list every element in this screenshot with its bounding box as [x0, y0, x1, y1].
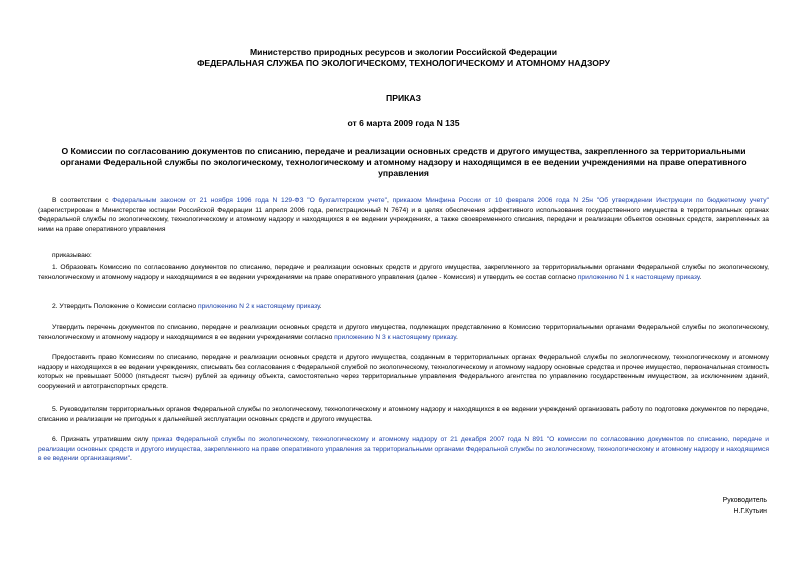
item-5: 5. Руководителям территориальных органов Федеральной службы по экологическому, технологическому и атомному надзору и находящихся в ее ведении учреждений организовать работу по подготовке документов по передаче, списанию и реализации не пригодных к дальнейшей эксплуатации основных средств и другого имущества.	[38, 406, 769, 423]
appendix-3-link[interactable]: приложению N 3 к настоящему приказу	[334, 333, 456, 341]
document-date-number: от 6 марта 2009 года N 135	[347, 118, 460, 128]
item-6: 6. Признать утратившим силу приказ Федеральной службы по экологическому, технологическому и атомному надзору от 21 декабря 2007 года N 891 "О комиссии по согласованию документов по списанию, передаче и реализации основных средств и другого имущества, закрепленного на праве оперативного управления за территориальными органами Федеральной службы по экологическому, технологическому и атомному надзору и находящимся в ее ведении организациями".	[38, 436, 769, 463]
item-2: 2. Утвердить Положение о Комиссии согласно приложению N 2 к настоящему приказу.	[52, 303, 322, 310]
item-4: Предоставить право Комиссиям по списанию, передаче и реализации основных средств и другого имущества, созданным в территориальных органах Федеральной службы по экологическому, технологическому и атомному надзору и находящихся в ее ведении учреждениях, списывать без согласования с Федеральной службой по экологическому, технологическому и атомному надзору основные средства и прочее имущество, первоначальная стоимость которых не превышает 50000 (пятьдесят тысяч) рублей за единицу объекта, самостоятельно через территориальные управления Федерального агентства по управлению государственным имуществом, за исключением зданий, сооружений и автотранспортных средств.	[38, 354, 769, 391]
document-type: ПРИКАЗ	[386, 93, 421, 103]
appendix-2-link[interactable]: приложению N 2 к настоящему приказу	[197, 303, 320, 310]
federal-law-link[interactable]: Федеральным законом от 21 ноября 1996 года N 129-ФЗ "О бухгалтерском учете"	[112, 197, 388, 204]
ministry-name: Министерство природных ресурсов и экологии Российской Федерации	[250, 47, 557, 57]
signature-position: Руководитель	[722, 497, 767, 504]
order-word: приказываю:	[52, 252, 92, 259]
repealed-order-link[interactable]: приказ Федеральной службы по экологическому, технологическому и атомному надзору от 21 декабря 2007 года N 891 "О комиссии по согласованию документов по списанию, передаче и реализации основных средств и другого имущества, закрепленного на праве оперативного управления за территориальными органами Федеральной службы по экологическому, технологическому и атомному надзору и находящимся в ее ведении организациями"	[38, 436, 769, 463]
document-title: О Комиссии по согласованию документов по списанию, передаче и реализации основных средств и другого имущества, закрепленного за территориальными органами Федеральной службы по экологическому, технологическому и атомному надзору и находящимся в ее ведении учреждениями на праве оперативного управления	[60, 146, 747, 178]
minfin-order-link[interactable]: приказом Минфина России от 10 февраля 2006 года N 25н "Об утверждении Инструкции по бюджетному учету"	[392, 197, 769, 204]
signature-name: Н.Г.Кутьин	[733, 508, 767, 515]
appendix-1-link[interactable]: приложению N 1 к настоящему приказу	[577, 273, 700, 281]
preamble-paragraph: В соответствии с Федеральным законом от 21 ноября 1996 года N 129-ФЗ "О бухгалтерском учете", приказом Минфина России от 10 февраля 2006 года N 25н "Об утверждении Инструкции по бюджетному учету" (зарегистрирован в Министерстве юстиции Российской Федерации 11 апреля 2006 года, регистрационный N 7674) и в целях обеспечения эффективного использования государственного имущества в территориальных органах Федеральной службы по экологическому, технологическому и атомному надзору и находящихся в ее ведении учреждениях, а также своевременного списания, передачи и реализации объектов основных средств, закрепленных за ними на праве оперативного управления	[38, 197, 769, 234]
item-1: 1. Образовать Комиссию по согласованию документов по списанию, передаче и реализации основных средств и другого имущества, закрепленного за территориальными органами Федеральной службы по экологическому, технологическому и атомному надзору и находящимися в ее ведении учреждениями на праве оперативного управления (далее - Комиссия) и утвердить ее состав согласно приложению N 1 к настоящему приказу.	[38, 264, 769, 281]
service-name: ФЕДЕРАЛЬНАЯ СЛУЖБА ПО ЭКОЛОГИЧЕСКОМУ, ТЕХНОЛОГИЧЕСКОМУ И АТОМНОМУ НАДЗОРУ	[197, 58, 610, 68]
item-3: Утвердить перечень документов по списанию, передаче и реализации основных средств и другого имущества, подлежащих представлению в Комиссию территориальными органами Федеральной службы по экологическому, технологическому и атомному надзору и находящимися в ее ведении учреждениями согласно приложению N 3 к настоящему приказу.	[38, 324, 769, 341]
